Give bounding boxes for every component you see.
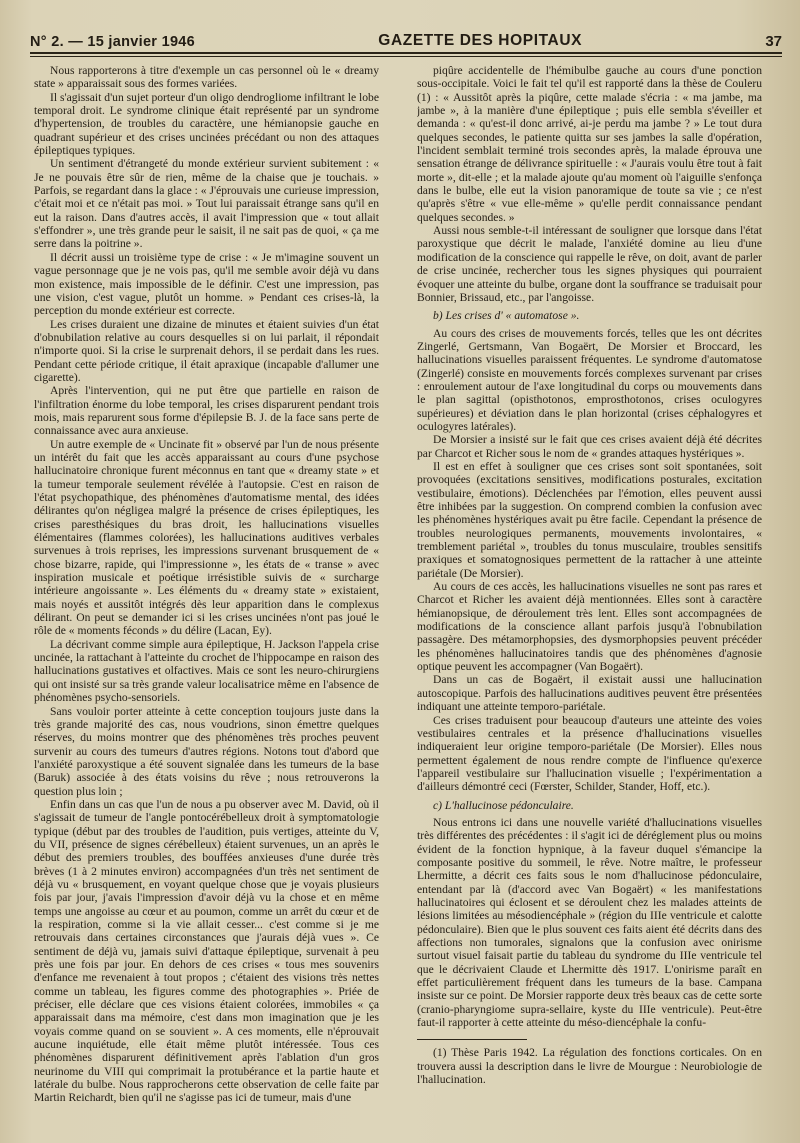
paragraph: De Morsier a insisté sur le fait que ces crises avaient déjà été décrites par Charcot et Richer sous le nom de « grandes attaques hystériques ».	[417, 433, 762, 460]
paragraph: Il est en effet à souligner que ces crises sont soit spontanées, soit provoquées (excitations sensitives, modifications posturales, excitation vestibulaire, émotions). Déclenchées par l'émotion, elles peuvent aussi être inhibées par la suggestion. On comprend combien la confusion avec les phénomènes hystériques avait pu être facile. Cependant la présence de troubles neurologiques permanents, mouvements involontaires, « tremblement pariétal », troubles du tonus musculaire, troubles sensitifs praxiques et somatognosiques permettent de la rattacher à une atteinte pariétale (De Morsier).	[417, 459, 762, 580]
paragraph: Un autre exemple de « Uncinate fit » observé par l'un de nous présente un intérêt du fait que les accès apparaissant au cours d'une psychose hallucinatoire chronique furent méconnus en tant que « dreamy state » et la tumeur temporale seulement révélée à l'autopsie. C'est en raison de l'état psychopathique, des phénomènes d'automatisme mental, des idées délirantes qu'on négligea malgré la présence de crises épileptiques, les crises paresthésiques du bras droit, les hallucinations visuelles élémentaires (flammes colorées), les hallucinations auditives verbales survenues à trois reprises, les impressions survenant brusquement de « chose bizarre, rapide, qui l'impressionne », les états de « transe » avec inspiration musicale et poétique irrésistible suivis de « surcharge intérieure angoissante ». Les éléments du « dreamy state » existaient, mais noyés et aussitôt intégrés dès leur apparition dans le complexus délirant. On peut se demander ici si les crises uncinées n'ont pas joué le rôle de « moments féconds » du délire (Lacan, Ey).	[34, 437, 379, 638]
paragraph: Nous rapporterons à titre d'exemple un cas personnel où le « dreamy state » apparaissait sous des formes variées.	[34, 64, 379, 91]
paragraph: Un sentiment d'étrangeté du monde extérieur survient subitement : « Je ne pouvais être sûr de rien, même de la chaise que je touchais. » Parfois, se regardant dans la glace : « J'éprouvais une curieuse impression, c'était moi et ce n'était pas moi. » Tout lui paraissait étrange sans qu'il en eut la raison. Dans d'autres accès, il avait l'impression que « tout allait s'effondrer », une très grande peur le saisit, il ne sait pas de quoi, « ça me serre dans la poitrine ».	[34, 157, 379, 251]
left-column	[34, 64, 379, 1113]
paragraph: Ces crises traduisent pour beaucoup d'auteurs une atteinte des voies vestibulaires centrales et la présence d'hallucinations visuelles indiqueraient leur origine temporo-pariétale (De Morsier). Elles nous permettent également de nous rendre compte de l'influence qu'exerce l'appareil vestibulaire sur l'hallucination visuelle ; l'expérimentation a d'ailleurs démontré ceci (Fœrster, Schilder, Stander, Hoff, etc.).	[417, 713, 762, 794]
paragraph: Aussi nous semble-t-il intéressant de souligner que lorsque dans l'état paroxystique que décrit le malade, l'anxiété domine au lieu d'une modification de la conscience qui rappelle le rêve, on doit, avant de parler de crise uncinée, rechercher tous les signes physiques qui pourraient évoquer une atteinte du bulbe, organe dont la souffrance se traduisait pour Bonnier, Brissaud, etc., par l'angoisse.	[417, 224, 762, 304]
issue-info: N° 2. — 15 janvier 1946	[30, 34, 196, 50]
paragraph: piqûre accidentelle de l'hémibulbe gauche au cours d'une ponction sous-occipitale. Voici le fait tel qu'il est rapporté dans la thèse de Couleru (1) : « Aussitôt après la piqûre, cette malade s'écria : « ma jambe, ma jambe », à la manière d'une épileptique ; puis elle sembla s'éveiller et demanda : « qu'est-il donc arrivé, ai-je perdu ma jambe ? » Le tout dura quelques secondes, le patiente quitta sur ses jambes la salle d'opération, l'incident semblait terminé trois secondes après, la malade éprouva une sensation étrange de délivrance spirituelle : « J'aurais voulu être tout à fait morte », dit-elle ; et la malade ajoute qu'au moment où l'aiguille s'enfonça dans le bulbe, elle eut la vision panoramique de toute sa vie ; ce n'est qu'après s'être « vue elle-même » qu'elle perdit connaissance pendant quelques secondes. »	[417, 64, 762, 224]
header-rule	[30, 52, 782, 54]
paragraph: Dans un cas de Bogaërt, il existait aussi une hallucination autoscopique. Parfois des hallucinations auditives peuvent être présentées indiquant une atteinte temporo-pariétale.	[417, 673, 762, 714]
paragraph: Au cours des crises de mouvements forcés, telles que les ont décrites Zingerlé, Gertsmann, Van Bogaërt, De Morsier et Broccard, les hallucinations visuelles paraissent fréquentes. Le syndrome d'automatose (Zingerlé) consiste en mouvements forcés complexes survenant par crises : enroulement autour de l'axe longitudinal du corps ou mouvements dans le plan sagittal (opisthotonos, emprosthotonos, crises oculogyres supérieures) et déviation dans le plan horizontal (crises céphalogyres et oculogyres latérales).	[417, 326, 762, 433]
journal-title: GAZETTE DES HOPITAUX	[378, 32, 583, 49]
right-column	[417, 64, 762, 1113]
paragraph: Il s'agissait d'un sujet porteur d'un oligo dendrogliome infiltrant le lobe temporal droit. Le syndrome clinique était représenté par un syndrome d'hypertension, de troubles du caractère, une hémianopsie gauche en quadrant supérieur et des crises uncinées précédant ou non des attaques épileptiques typiques.	[34, 90, 379, 158]
header-rule-thin	[30, 56, 782, 57]
footnote: (1) Thèse Paris 1942. La régulation des fonctions corticales. On en trouvera aussi la description dans le livre de Mourgue : Neurobiologie de l'hallucination.	[417, 1046, 762, 1087]
footnote-rule	[417, 1039, 527, 1040]
section-heading-b: b) Les crises d' « automatose ».	[433, 309, 580, 323]
paragraph: Au cours de ces accès, les hallucinations visuelles ne sont pas rares et Charcot et Richer les avaient déjà mentionnées. Elles sont à caractère hémianopsique, de déroulement très lent. Elles sont accompagnées de modifications de la conscience allant parfois jusqu'à l'obnubilation passagère. Des métamorphopsies, des dysmorphopsies peuvent précéder les phénomènes hallucinatoires tandis que des phénomènes d'agnosie optique peuvent les accompagner (Van Bogaërt).	[417, 580, 762, 674]
paragraph: La décrivant comme simple aura épileptique, H. Jackson l'appela crise uncinée, la rattachant à l'atteinte du crochet de l'hippocampe en raison des hallucinations gustatives et olfactives. Mais ce sont les neuro-chirurgiens qui ont insisté sur sa très grande valeur localisatrice même en l'absence de phénomènes psycho-sensoriels.	[34, 637, 379, 705]
paragraph: Sans vouloir porter atteinte à cette conception toujours juste dans la très grande majorité des cas, nous voudrions, sinon émettre quelques réserves, du moins montrer que des phénomènes très proches peuvent survenir au cours des tumeurs d'autres régions. Notons tout d'abord que l'anxiété paroxystique a été souvent signalée dans les tumeurs de la base (Baruk) associée à des états voisins du rêve ; nous retrouverons la question plus loin ;	[34, 704, 379, 798]
section-heading-c: c) L'hallucinose pédonculaire.	[433, 798, 574, 812]
paragraph: Les crises duraient une dizaine de minutes et étaient suivies d'un état d'obnubilation relative au cours desquelles si on lui parlait, il répondait n'importe quoi. Si la crise le surprenait dehors, il se perdait dans les rues. Pendant cette période critique, il était apraxique (incapable d'allumer une cigarette).	[34, 317, 379, 384]
paragraph: Après l'intervention, qui ne put être que partielle en raison de l'infiltration énorme du lobe temporal, les crises disparurent pendant trois mois, mais reparurent sous forme d'épilepsie B. J. de la face sans perte de connaissance avec aura anxieuse.	[34, 384, 379, 438]
paragraph: Nous entrons ici dans une nouvelle variété d'hallucinations visuelles très différentes des précédentes : il s'agit ici de déréglement plus ou moins évident de la fonction hypnique, à la faveur duquel s'émancipe la composante positive du sommeil, le rêve. Notre maître, le professeur Lhermitte, a décrit ces faits sous le nom d'hallucinose pédonculaire, entendant par là (d'accord avec Van Bogaërt) « les manifestations hallucinatoires qui éclosent et se déroulent chez les malades atteints de lésions limitées au mésodiencéphale » (région du IIIe ventricule et calotte pédonculaire). Bien que le plus souvent ces faits aient été décrits dans des affections non tumorales, signalons que la confusion avec onirisme surtout visuel faisait partie du tableau du syndrome du IIIe ventricule tel que le décrivaient Claude et Lhermitte dès 1917. L'onirisme paraît en effet particulièrement fréquent dans les tumeurs de la base. Campana insiste sur ce point. De Morsier rapporte deux très beaux cas de cette sorte (cranio-pharyngiome supra-sellaire, kyste du IIIe ventricule). Peut-être faut-il rapporter à cette atteinte du méso-diencéphale la confu-	[417, 815, 762, 1030]
page-header	[30, 24, 782, 50]
page-number: 37	[765, 33, 782, 50]
paragraph: Enfin dans un cas que l'un de nous a pu observer avec M. David, où il s'agissait de tumeur de l'angle pontocérébelleux droit à symptomatologie typique (début par des troubles de l'audition, puis vertiges, atteinte du V, du VII, présence de signes cérébelleux) étaient survenues, un an après le début des premiers troubles, des bouffées anxieuses d'une durée très brèves (1 à 2 minutes environ) accompagnées d'un très net sentiment de déjà vu « brusquement, en voyant quelque chose que je voyais plusieurs fois par jour, j'avais l'impression d'avoir déjà vu la chose et en même temps une angoisse au cœur et au poumon, comme un arrêt du cœur et de la respiration, comme si la vie allait cesser... c'est comme si je me retrouvais dans certaines circonstances que j'aurais déjà vues ». Ce sentiment de déjà vu, jamais suivi d'attaque épileptique, survenait à peu près une fois par jour. En dehors de ces crises « tous mes souvenirs d'enfance me revenaient à tout propos ; c'étaient des visions très nettes comme un tableau, les figures comme des photographies ». Priée de préciser, elle déclare que ces visions étaient colorées, immobiles « ça apparaissait dans ma mémoire, c'est dans mon imagination que je les voyais comme quand on se souvient ». A ces moments, elle n'éprouvait aucune inquiétude, elle était même plutôt intéressée. Tous ces phénomènes disparurent définitivement après l'ablation d'un gros neurinome du VIII qui comprimait la protubérance et la partie haute et latérale du bulbe. Nous rapprocherons cette observation de celle faite par Martin Reichardt, bien qu'il ne s'agisse pas ici de tumeur, mais d'une	[34, 797, 379, 1105]
paragraph: Il décrit aussi un troisième type de crise : « Je m'imagine souvent un vague personnage que je ne vois pas, qu'il me semble avoir déjà vu dans mon existence, mais impossible de le définir. C'est une impression, pas une vision, c'est vague, plutôt un homme. » Pendant ces crises-là, la perception du monde extérieur est correcte.	[34, 250, 379, 318]
